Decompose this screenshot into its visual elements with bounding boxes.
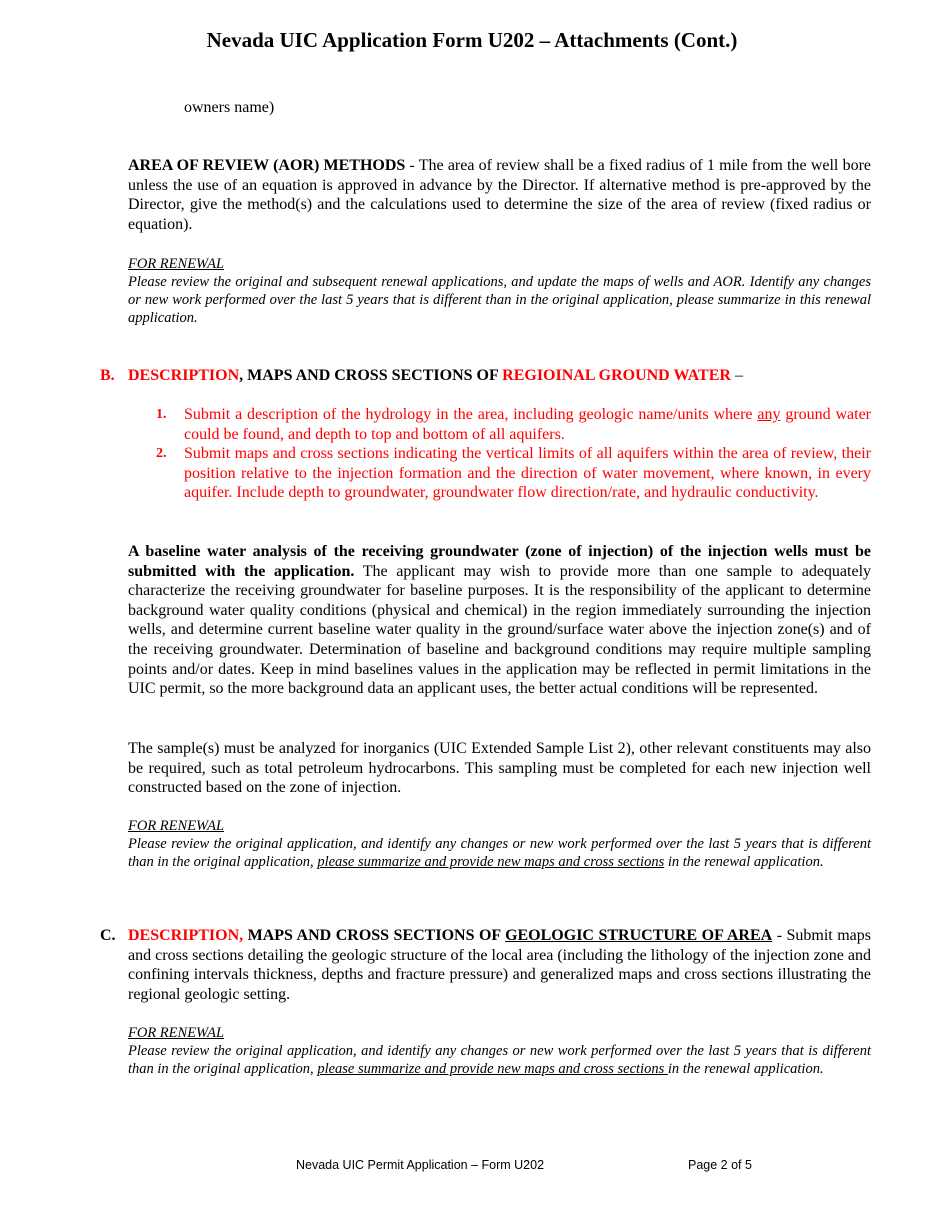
c-renewal-text-b: in the renewal application. <box>667 1061 824 1077</box>
list-item-underlined: any <box>757 406 781 423</box>
list-item-number: 2. <box>156 446 167 461</box>
section-b-heading-red2: REGIOINAL GROUND WATER <box>502 367 731 384</box>
c-renewal-text-a: Please review the original application, and identify any changes or new work performed over the last 5 years that is different than in the original application, <box>128 1043 871 1077</box>
c-renewal-label: FOR RENEWAL <box>128 1025 225 1041</box>
aor-text: - The area of review shall be a fixed radius of 1 mile from the well bore unless the use of an equation is approved in advance by the Director. If alternative method is pre-approved by the Director, give the method(s) and the calculations used to determine the size of the area of review (fixed radius or equation). <box>128 157 871 233</box>
section-c-letter: C. <box>100 927 116 944</box>
b-renewal-text-b: in the renewal application. <box>664 854 824 870</box>
section-c-heading-black: MAPS AND CROSS SECTIONS OF <box>243 927 506 944</box>
aor-renewal-text: Please review the original and subsequent renewal applications, and update the maps of wells and AOR. Identify any changes or new work performed over the last 5 years that is different than in the original application, please summarize in this renewal application. <box>128 274 871 326</box>
b-renewal-text <box>128 835 871 871</box>
section-b-heading-red: DESCRIPTION <box>128 367 240 384</box>
b-renewal-underlined: please summarize and provide new maps and cross sections <box>317 854 665 870</box>
sample-paragraph: The sample(s) must be analyzed for inorganics (UIC Extended Sample List 2), other relevant constituents may also be required, such as total petroleum hydrocarbons. This sampling must be completed for each new injection well constructed based on the zone of injection. <box>128 740 871 797</box>
section-c-paragraph <box>128 926 871 1004</box>
baseline-bold: A baseline water analysis of the receiving groundwater (zone of injection) of the injection wells must be submitted with the application. <box>128 543 871 580</box>
continuation-text: owners name) <box>184 99 275 116</box>
c-renewal-underlined: please summarize and provide new maps and cross sections <box>317 1061 668 1077</box>
aor-paragraph <box>128 156 871 234</box>
section-b-heading-dash: – <box>730 367 743 384</box>
footer-page-number: Page 2 of 5 <box>688 1158 752 1172</box>
section-c-heading-underlined: GEOLOGIC STRUCTURE OF AREA <box>505 927 773 944</box>
section-b-heading-black: , MAPS AND CROSS SECTIONS OF <box>239 367 503 384</box>
b-renewal-label: FOR RENEWAL <box>128 818 225 834</box>
aor-renewal-label: FOR RENEWAL <box>128 256 225 272</box>
baseline-paragraph <box>128 542 871 699</box>
c-renewal-text <box>128 1042 871 1078</box>
list-item-text-end: ground water could be found, and depth to top and bottom of all aquifers. <box>184 406 872 443</box>
section-c-heading-red: DESCRIPTION, <box>128 927 244 944</box>
section-b-heading <box>128 366 743 386</box>
footer-form-name: Nevada UIC Permit Application – Form U202 <box>296 1158 545 1172</box>
page-title: Nevada UIC Application Form U202 – Attachments (Cont.) <box>206 28 738 52</box>
baseline-text: The applicant may wish to provide more than one sample to adequately characterize the receiving groundwater for baseline purposes. It is the responsibility of the applicant to determine background water quality conditions (physical and chemical) in the region immediately surrounding the injection wells, and determine current baseline water quality in the ground/surface water above the injection zone(s) and of the receiving groundwater. Determination of baseline and background conditions may require multiple sampling points and/or dates. Keep in mind baselines values in the application may be reflected in permit limitations in the UIC permit, so the more background data an applicant uses, the better actual conditions will be represented. <box>128 562 872 698</box>
section-b-letter: B. <box>100 367 115 384</box>
list-item-number: 1. <box>156 407 167 422</box>
aor-heading: AREA OF REVIEW (AOR) METHODS <box>128 157 406 174</box>
list-item-text: Submit a description of the hydrology in the area, including geologic name/units where <box>184 406 758 423</box>
b-renewal-text-a: Please review the original application, and identify any changes or new work performed over the last 5 years that is different than in the original application, <box>128 836 871 870</box>
section-c-text: - Submit maps and cross sections detailing the geologic structure of the local area (including the lithology of the injection zone and confining intervals thickness, depths and fracture pressure) and generalized maps and cross sections illustrating the regional geologic setting. <box>128 927 871 1003</box>
list-item: Submit maps and cross sections indicating the vertical limits of all aquifers within the area of review, their position relative to the injection formation and the direction of water movement, where known, in every aquifer. Include depth to groundwater, groundwater flow direction/rate, and hydraulic conductivity. <box>184 445 871 502</box>
list-item <box>184 405 871 444</box>
